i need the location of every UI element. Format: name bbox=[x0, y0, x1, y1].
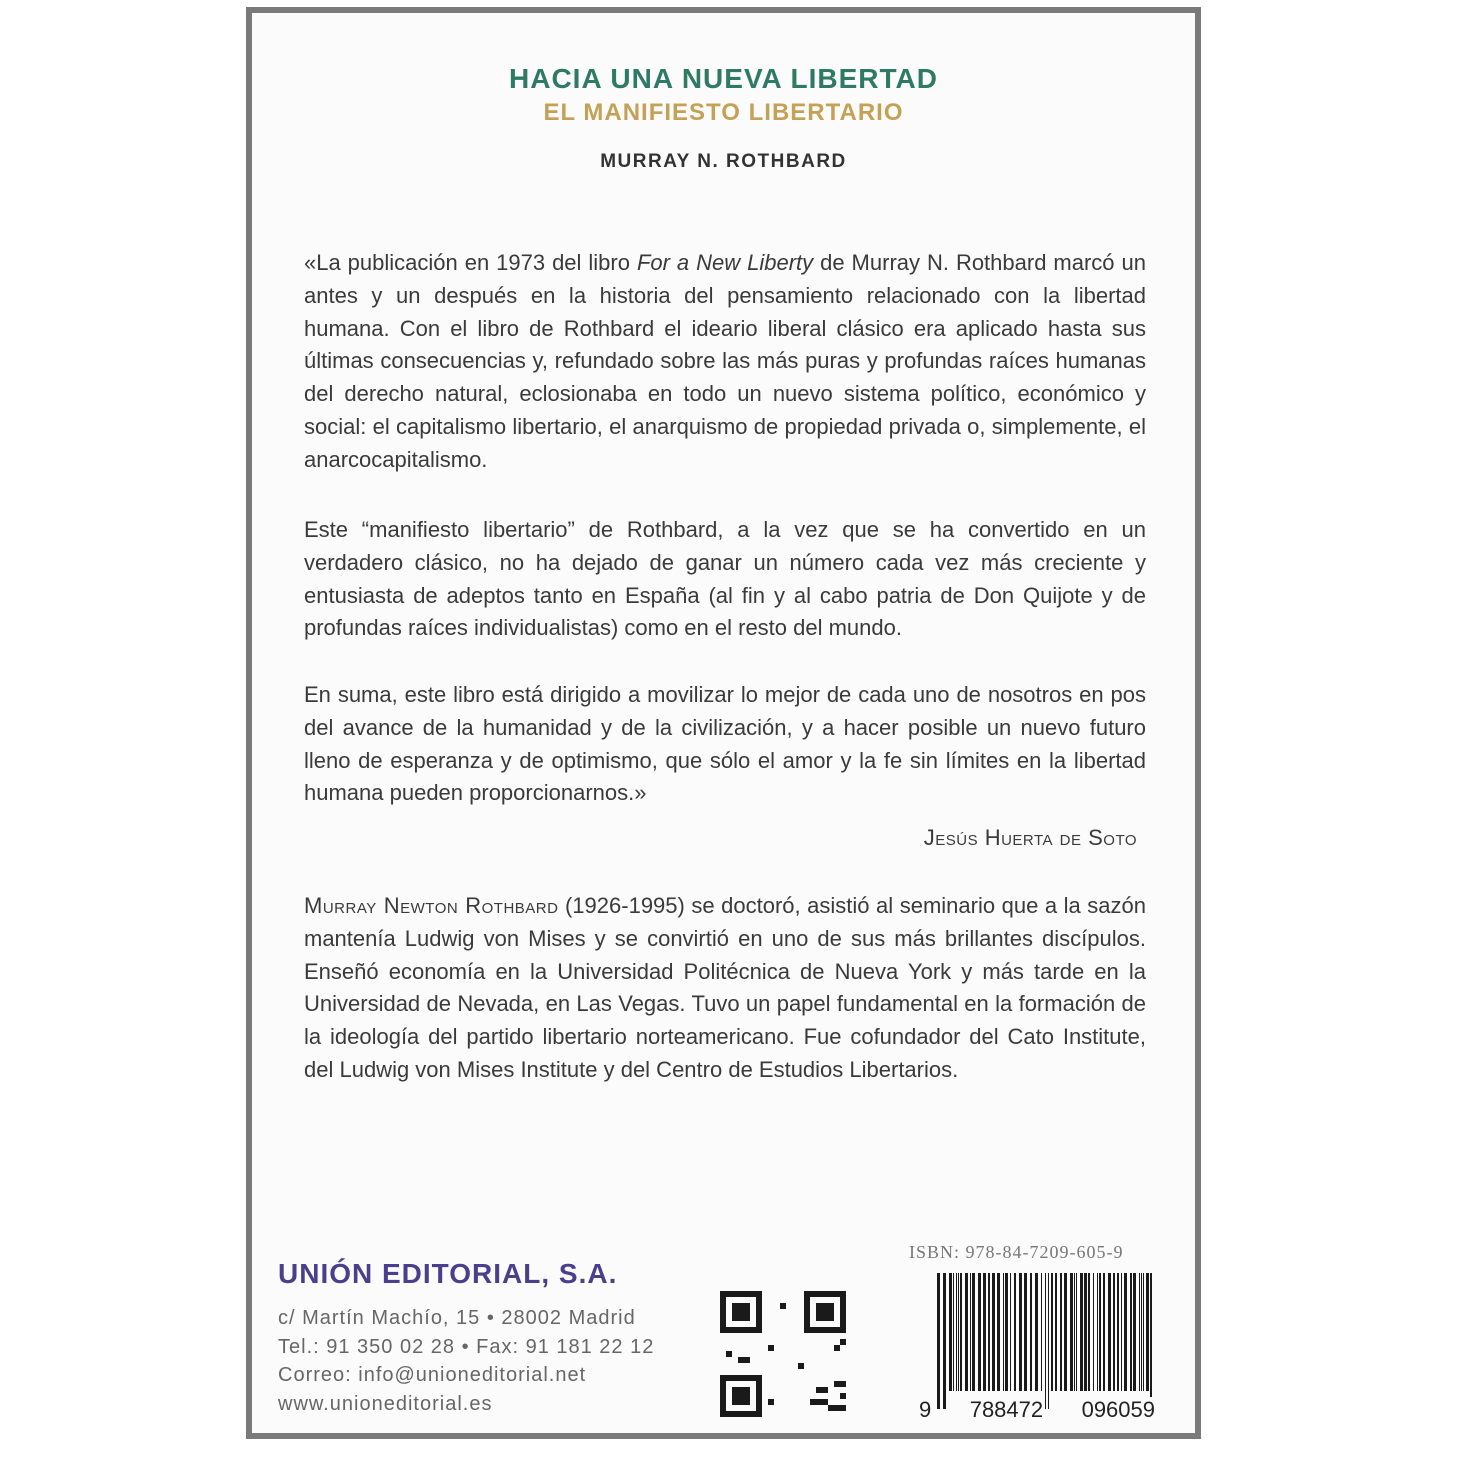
quote-paragraph-2: Este “manifiesto libertario” de Rothbard, a la vez que se ha convertido en un verdadero clásico, no ha dejado de ganar un número cada vez más creciente y entusiasta de adeptos tanto en España (al fin y al cabo patria de Don Quijote y de profundas raíces individualistas) como en el resto del mundo. bbox=[304, 517, 1146, 641]
quote-paragraph-1 bbox=[304, 247, 1146, 477]
ean-left-digits: 788472 bbox=[969, 1397, 1044, 1422]
quote-text: «La publicación en 1973 del libro bbox=[304, 250, 637, 275]
publisher-name: UNIÓN EDITORIAL, S.A. bbox=[278, 1258, 618, 1289]
quote-paragraph-3: En suma, este libro está dirigido a movilizar lo mejor de cada uno de nosotros en pos del avance de la humanidad y de la civilización, y a hacer posible un nuevo futuro lleno de esperanza y de optimismo, que sólo el amor y la fe sin límites en la libertad humana pueden proporcionarnos.» bbox=[304, 682, 1146, 806]
back-cover bbox=[246, 7, 1201, 1439]
bio-name: Murray Newton Rothbard bbox=[304, 893, 559, 918]
quote-signature: Jesús Huerta de Soto bbox=[923, 825, 1137, 850]
publisher-email: Correo: info@unioneditorial.net bbox=[278, 1364, 587, 1386]
ean-first-digit: 9 bbox=[919, 1397, 932, 1422]
book-title: HACIA UNA NUEVA LIBERTAD bbox=[509, 63, 938, 94]
barcode bbox=[935, 1273, 1157, 1409]
qr-code bbox=[720, 1291, 846, 1417]
bio-text: (1926-1995) se doctoró, asistió al seminario que a la sazón mantenía Ludwig von Mises y se convirtió en uno de sus más brillantes discípulos. Enseñó economía en la Universidad Politécnica de Nueva York y más tarde en la Universidad de Nevada, en Las Vegas. Tuvo un papel fundamental en la formación de la ideología del partido libertario norteamericano. Fue cofundador del Cato Institute, del Ludwig von Mises Institute y del Centro de Estudios Libertarios. bbox=[304, 893, 1146, 1082]
ean-right-digits: 096059 bbox=[1081, 1397, 1155, 1422]
publisher-phone: Tel.: 91 350 02 28 • Fax: 91 181 22 12 bbox=[278, 1336, 655, 1358]
isbn-label: ISBN: 978-84-7209-605-9 bbox=[909, 1242, 1124, 1262]
author-bio bbox=[304, 890, 1146, 1087]
book-original-title: For a New Liberty bbox=[636, 250, 814, 275]
quote-text: de Murray N. Rothbard marcó un antes y un después en la historia del pensamiento relacionado con la libertad humana. Con el libro de Rothbard el ideario liberal clásico era aplicado hasta sus últimas consecuencias y, refundado sobre las más puras y profundas raíces humanas del derecho natural, eclosionaba en todo un nuevo sistema político, económico y social: el capitalismo libertario, el anarquismo de propiedad privada o, simplemente, el anarcocapitalismo. bbox=[304, 250, 1146, 472]
publisher-website: www.unioneditorial.es bbox=[278, 1393, 493, 1415]
book-subtitle: EL MANIFIESTO LIBERTARIO bbox=[543, 99, 904, 126]
book-author: MURRAY N. ROTHBARD bbox=[600, 151, 847, 172]
barcode-digits bbox=[917, 1397, 1157, 1423]
publisher-address: c/ Martín Machío, 15 • 28002 Madrid bbox=[278, 1307, 636, 1329]
